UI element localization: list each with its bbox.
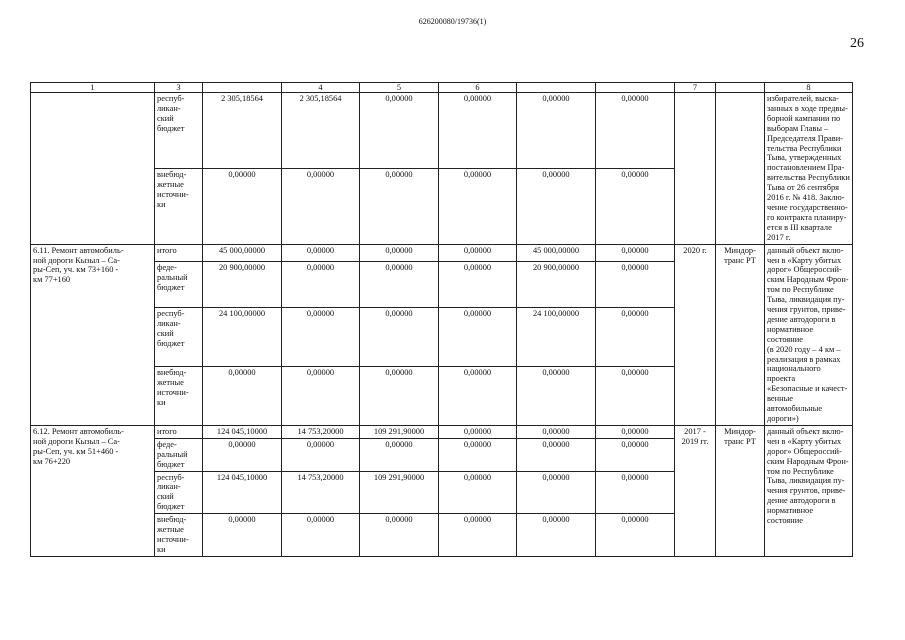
amount-cell: 124 045,10000	[203, 471, 282, 514]
amount-cell: 0,00000	[517, 366, 596, 425]
amount-cell: 45 000,00000	[203, 244, 282, 262]
funding-source: респуб- ликан- ский бюджет	[155, 93, 203, 169]
period-cell: 2017 - 2019 гг.	[675, 425, 716, 556]
amount-cell: 24 100,00000	[517, 307, 596, 366]
period-cell	[675, 93, 716, 245]
amount-cell: 0,00000	[282, 244, 360, 262]
amount-cell: 45 000,00000	[517, 244, 596, 262]
executor-cell	[716, 93, 765, 245]
note-cell: данный объект вклю- чен в «Карту убитых дорог» Общероссий- ским Народным Фрон- том по Республике Тыва, ликвидация пу- чения грунтов, приве- дение автодороги в нормативное состояние	[765, 425, 853, 556]
amount-cell: 0,00000	[439, 93, 517, 169]
amount-cell: 0,00000	[517, 168, 596, 244]
header-cell: 7	[675, 83, 716, 93]
item-name: 6.11. Ремонт автомобиль- ной дороги Кызыл – Са- ры-Сеп, уч. км 73+160 - км 77+160	[31, 244, 155, 425]
header-cell: 6	[439, 83, 517, 93]
funding-source: респуб- ликан- ский бюджет	[155, 307, 203, 366]
funding-source: внебюд- жетные источни- ки	[155, 366, 203, 425]
header-cell: 1	[31, 83, 155, 93]
table-row	[31, 425, 853, 438]
page-number: 26	[850, 36, 864, 51]
amount-cell: 0,00000	[360, 366, 439, 425]
amount-cell: 0,00000	[360, 514, 439, 557]
amount-cell: 0,00000	[596, 438, 675, 471]
amount-cell: 0,00000	[282, 438, 360, 471]
amount-cell: 0,00000	[360, 244, 439, 262]
amount-cell: 0,00000	[596, 471, 675, 514]
amount-cell: 0,00000	[517, 471, 596, 514]
funding-source: внебюд- жетные источни- ки	[155, 168, 203, 244]
amount-cell: 0,00000	[439, 262, 517, 307]
header-cell: 4	[282, 83, 360, 93]
budget-table	[30, 82, 853, 557]
amount-cell: 0,00000	[360, 168, 439, 244]
amount-cell: 0,00000	[439, 366, 517, 425]
amount-cell: 0,00000	[282, 262, 360, 307]
amount-cell: 0,00000	[517, 93, 596, 169]
note-cell: избирателей, выска- занных в ходе предвы- борной кампании по выборам Главы – Председателя Прави- тельства Республики Тыва, утвержденных постановлением Пра- вительства Республики Тыва от 26 сентября 2016 г. № 418. Заклю- чение государственно- го контракта планиру- ется в III квартале 2017 г.	[765, 93, 853, 245]
amount-cell: 0,00000	[360, 262, 439, 307]
funding-source: итого	[155, 425, 203, 438]
note-cell: данный объект вклю- чен в «Карту убитых дорог» Общероссий- ским Народным Фрон- том по Республике Тыва, ликвидация пу- чения грунтов, приве- дение автодороги в нормативное состояние (в 2020 году – 4 км – реализация в рамках национального проекта «Безопасные и качест- венные автомобильные дороги»)	[765, 244, 853, 425]
amount-cell: 0,00000	[203, 438, 282, 471]
executor-cell: Миндор- транс РТ	[716, 244, 765, 425]
table-row	[31, 93, 853, 169]
amount-cell: 0,00000	[596, 168, 675, 244]
amount-cell: 109 291,90000	[360, 425, 439, 438]
funding-source: внебюд- жетные источни- ки	[155, 514, 203, 557]
amount-cell: 0,00000	[203, 168, 282, 244]
amount-cell: 0,00000	[439, 307, 517, 366]
executor-cell: Миндор- транс РТ	[716, 425, 765, 556]
amount-cell: 0,00000	[203, 514, 282, 557]
name-cell	[31, 93, 155, 245]
funding-source: феде- ральный бюджет	[155, 438, 203, 471]
header-cell: 3	[155, 83, 203, 93]
amount-cell: 0,00000	[439, 425, 517, 438]
header-cell: 8	[765, 83, 853, 93]
amount-cell: 0,00000	[439, 168, 517, 244]
amount-cell: 0,00000	[517, 438, 596, 471]
item-name: 6.12. Ремонт автомобиль- ной дороги Кызыл – Са- ры-Сеп, уч. км 51+460 - км 76+220	[31, 425, 155, 556]
header-cell: 5	[360, 83, 439, 93]
amount-cell: 2 305,18564	[203, 93, 282, 169]
amount-cell: 0,00000	[596, 307, 675, 366]
amount-cell: 24 100,00000	[203, 307, 282, 366]
amount-cell: 0,00000	[439, 438, 517, 471]
table-row	[31, 244, 853, 262]
header-row	[31, 83, 853, 93]
amount-cell: 0,00000	[282, 168, 360, 244]
funding-source: итого	[155, 244, 203, 262]
amount-cell: 0,00000	[282, 514, 360, 557]
amount-cell: 0,00000	[360, 93, 439, 169]
amount-cell: 0,00000	[517, 425, 596, 438]
amount-cell: 0,00000	[360, 307, 439, 366]
header-cell	[203, 83, 282, 93]
funding-source: феде- ральный бюджет	[155, 262, 203, 307]
funding-source: респуб- ликан- ский бюджет	[155, 471, 203, 514]
amount-cell: 2 305,18564	[282, 93, 360, 169]
amount-cell: 14 753,20000	[282, 425, 360, 438]
header-cell	[517, 83, 596, 93]
amount-cell: 0,00000	[439, 514, 517, 557]
amount-cell: 0,00000	[439, 471, 517, 514]
header-cell	[596, 83, 675, 93]
amount-cell: 0,00000	[596, 425, 675, 438]
amount-cell: 0,00000	[517, 514, 596, 557]
amount-cell: 14 753,20000	[282, 471, 360, 514]
amount-cell: 0,00000	[596, 366, 675, 425]
amount-cell: 0,00000	[596, 262, 675, 307]
amount-cell: 0,00000	[439, 244, 517, 262]
amount-cell: 0,00000	[282, 366, 360, 425]
amount-cell: 124 045,10000	[203, 425, 282, 438]
amount-cell: 20 900,00000	[203, 262, 282, 307]
document-id: 626200080/19736(1)	[418, 17, 487, 26]
amount-cell: 0,00000	[203, 366, 282, 425]
amount-cell: 109 291,90000	[360, 471, 439, 514]
amount-cell: 0,00000	[282, 307, 360, 366]
header-cell	[716, 83, 765, 93]
amount-cell: 20 900,00000	[517, 262, 596, 307]
amount-cell: 0,00000	[360, 438, 439, 471]
amount-cell: 0,00000	[596, 93, 675, 169]
amount-cell: 0,00000	[596, 514, 675, 557]
amount-cell: 0,00000	[596, 244, 675, 262]
period-cell: 2020 г.	[675, 244, 716, 425]
